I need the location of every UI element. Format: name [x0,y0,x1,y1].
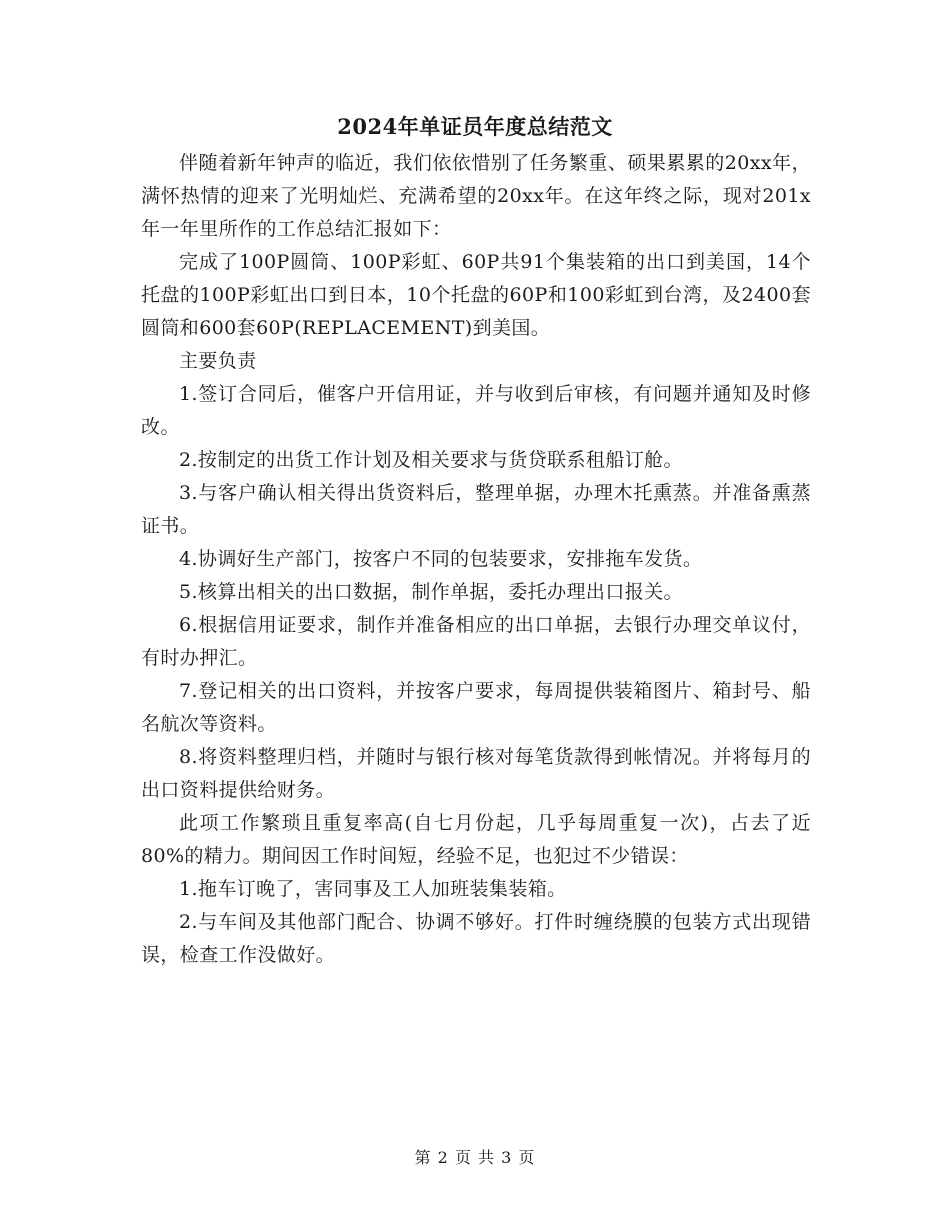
page-footer: 第 2 页 共 3 页 [414,1148,536,1167]
list-item: 8.将资料整理归档，并随时与银行核对每笔货款得到帐情况。并将每月的出口资料提供给财务。 [141,746,811,801]
list-item: 3.与客户确认相关得出货资料后，整理单据，办理木托熏蒸。并准备熏蒸证书。 [141,482,811,537]
list-item: 1.拖车订晚了，害同事及工人加班装集装箱。 [179,878,567,900]
document-title: 2024年单证员年度总结范文 [337,114,613,139]
list-item: 5.核算出相关的出口数据，制作单据，委托办理出口报关。 [179,581,683,603]
list-item: 2.按制定的出货工作计划及相关要求与货贷联系租船订舱。 [179,449,683,471]
list-item: 4.协调好生产部门，按客户不同的包装要求，安排拖车发货。 [179,548,703,570]
section-heading: 主要负责 [179,350,257,372]
list-item: 2.与车间及其他部门配合、协调不够好。打件时缠绕膜的包装方式出现错误，检查工作没做好。 [141,911,811,966]
document-body [141,147,811,972]
paragraph: 伴随着新年钟声的临近，我们依依惜别了任务繁重、硕果累累的20xx年，满怀热情的迎来了光明灿烂、充满希望的20xx年。在这年终之际，现对201x年一年里所作的工作总结汇报如下： [141,152,811,240]
paragraph: 完成了100P圆筒、100P彩虹、60P共91个集装箱的出口到美国，14个托盘的100P彩虹出口到日本，10个托盘的60P和100彩虹到台湾，及2400套圆筒和600套60P(REPLACEMENT)到美国。 [141,251,811,339]
list-item: 1.签订合同后，催客户开信用证，并与收到后审核，有问题并通知及时修改。 [141,383,811,438]
list-item: 7.登记相关的出口资料，并按客户要求，每周提供装箱图片、箱封号、船名航次等资料。 [141,680,811,735]
list-item: 6.根据信用证要求，制作并准备相应的出口单据，去银行办理交单议付，有时办押汇。 [141,614,811,669]
paragraph: 此项工作繁琐且重复率高(自七月份起，几乎每周重复一次)，占去了近80%的精力。期间因工作时间短，经验不足，也犯过不少错误： [141,812,811,867]
